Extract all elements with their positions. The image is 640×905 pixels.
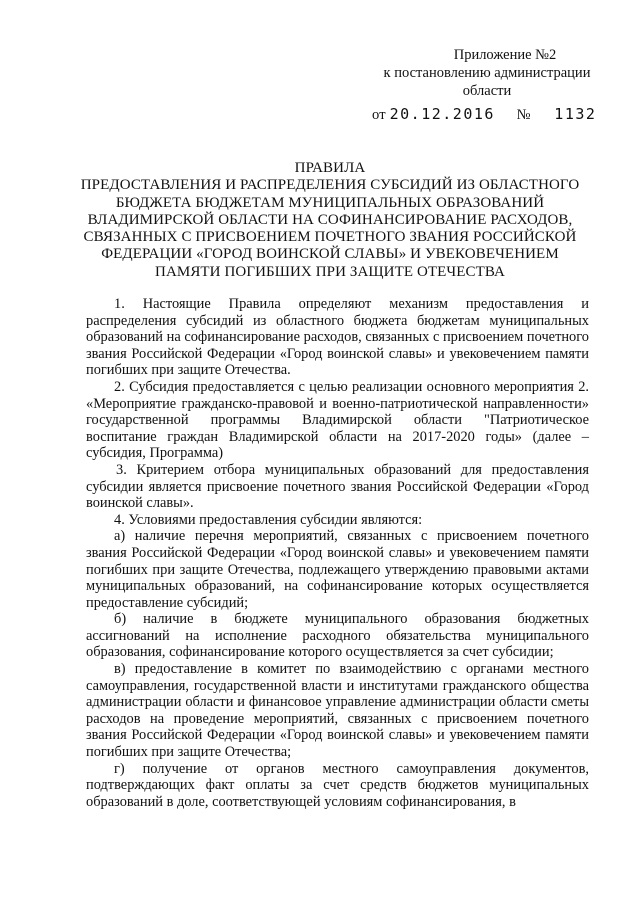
title-subtitle: ПРЕДОСТАВЛЕНИЯ И РАСПРЕДЕЛЕНИЯ СУБСИДИЙ ИЗ ОБЛАСТНОГО БЮДЖЕТА БЮДЖЕТАМ МУНИЦИПАЛЬНЫХ ОБРАЗОВАНИЙ ВЛАДИМИРСКОЙ ОБЛАСТИ НА СОФИНАНСИРОВАНИЕ РАСХОДОВ, СВЯЗАННЫХ С ПРИСВОЕНИЕМ ПОЧЕТНОГО ЗВАНИЯ РОССИЙСКОЙ ФЕДЕРАЦИИ «ГОРОД ВОИНСКОЙ СЛАВЫ» И УВЕКОВЕЧЕНИЕМ ПАМЯТИ ПОГИБШИХ ПРИ ЗАЩИТЕ ОТЕЧЕСТВА <box>80 177 580 280</box>
resolution-date: 20.12.2016 <box>389 105 495 123</box>
paragraph-4: 4. Условиями предоставления субсидии являются: <box>114 511 423 528</box>
paragraph-4d: г) получение от органов местного самоуправления документов, подтверждающих факт оплаты за счет средств бюджетов муниципальных образований в доле, соответствующей условиям софинансирования, в <box>86 760 589 810</box>
appendix-region-line: области <box>462 83 512 99</box>
paragraph-1: 1. Настоящие Правила определяют механизм предоставления и распределения субсидий из областного бюджета бюджетам муниципальных образований на софинансирование расходов, связанных с присвоением почетного звания Российской Федерации «Город воинской славы» и увековечением памяти погибших при защите Отечества. <box>86 296 589 379</box>
document-title <box>70 160 590 281</box>
document-body <box>86 296 589 810</box>
appendix-resolution-line: к постановлению администрации <box>383 65 591 81</box>
date-prefix: от <box>372 107 386 123</box>
paragraph-3: 3. Критерием отбора муниципальных образований для предоставления субсидии является присвоение почетного звания Российской Федерации «Город воинской славы». <box>86 461 589 512</box>
title-heading: ПРАВИЛА <box>294 160 366 176</box>
paragraph-4b: б) наличие в бюджете муниципального образования бюджетных ассигнований на исполнение расходного обязательства муниципального образования, софинансирование которого осуществляется за счет субсидии; <box>86 611 589 661</box>
paragraph-4c: в) предоставление в комитет по взаимодействию с органами местного самоуправления, государственной власти и институтами гражданского общества администрации области и финансовое управление администрации области сметы расходов на проведение мероприятий, связанных с присвоением почетного звания Российской Федерации «Город воинской славы» и увековечением памяти погибших при защите Отечества; <box>86 661 589 761</box>
paragraph-2: 2. Субсидия предоставляется с целью реализации основного мероприятия 2. «Мероприятие гражданско-правовой и военно-патриотической направленности» государственной программы Владимирской области "Патриотическое воспитание граждан Владимирской области на 2017-2020 годы» (далее – субсидия, Программа) <box>86 378 589 462</box>
appendix-date-line <box>372 105 602 124</box>
appendix-label: Приложение №2 <box>453 47 557 63</box>
paragraph-4a: а) наличие перечня мероприятий, связанных с присвоением почетного звания Российской Федерации «Город воинской славы» и увековечением памяти погибших при защите Отечества, подлежащего утверждению правовыми актами муниципальных образований, на софинансирование которых осуществляется предоставление субсидий; <box>86 528 589 611</box>
appendix-header <box>372 46 602 124</box>
resolution-number: 1132 <box>554 105 597 123</box>
number-label: № <box>516 107 531 123</box>
